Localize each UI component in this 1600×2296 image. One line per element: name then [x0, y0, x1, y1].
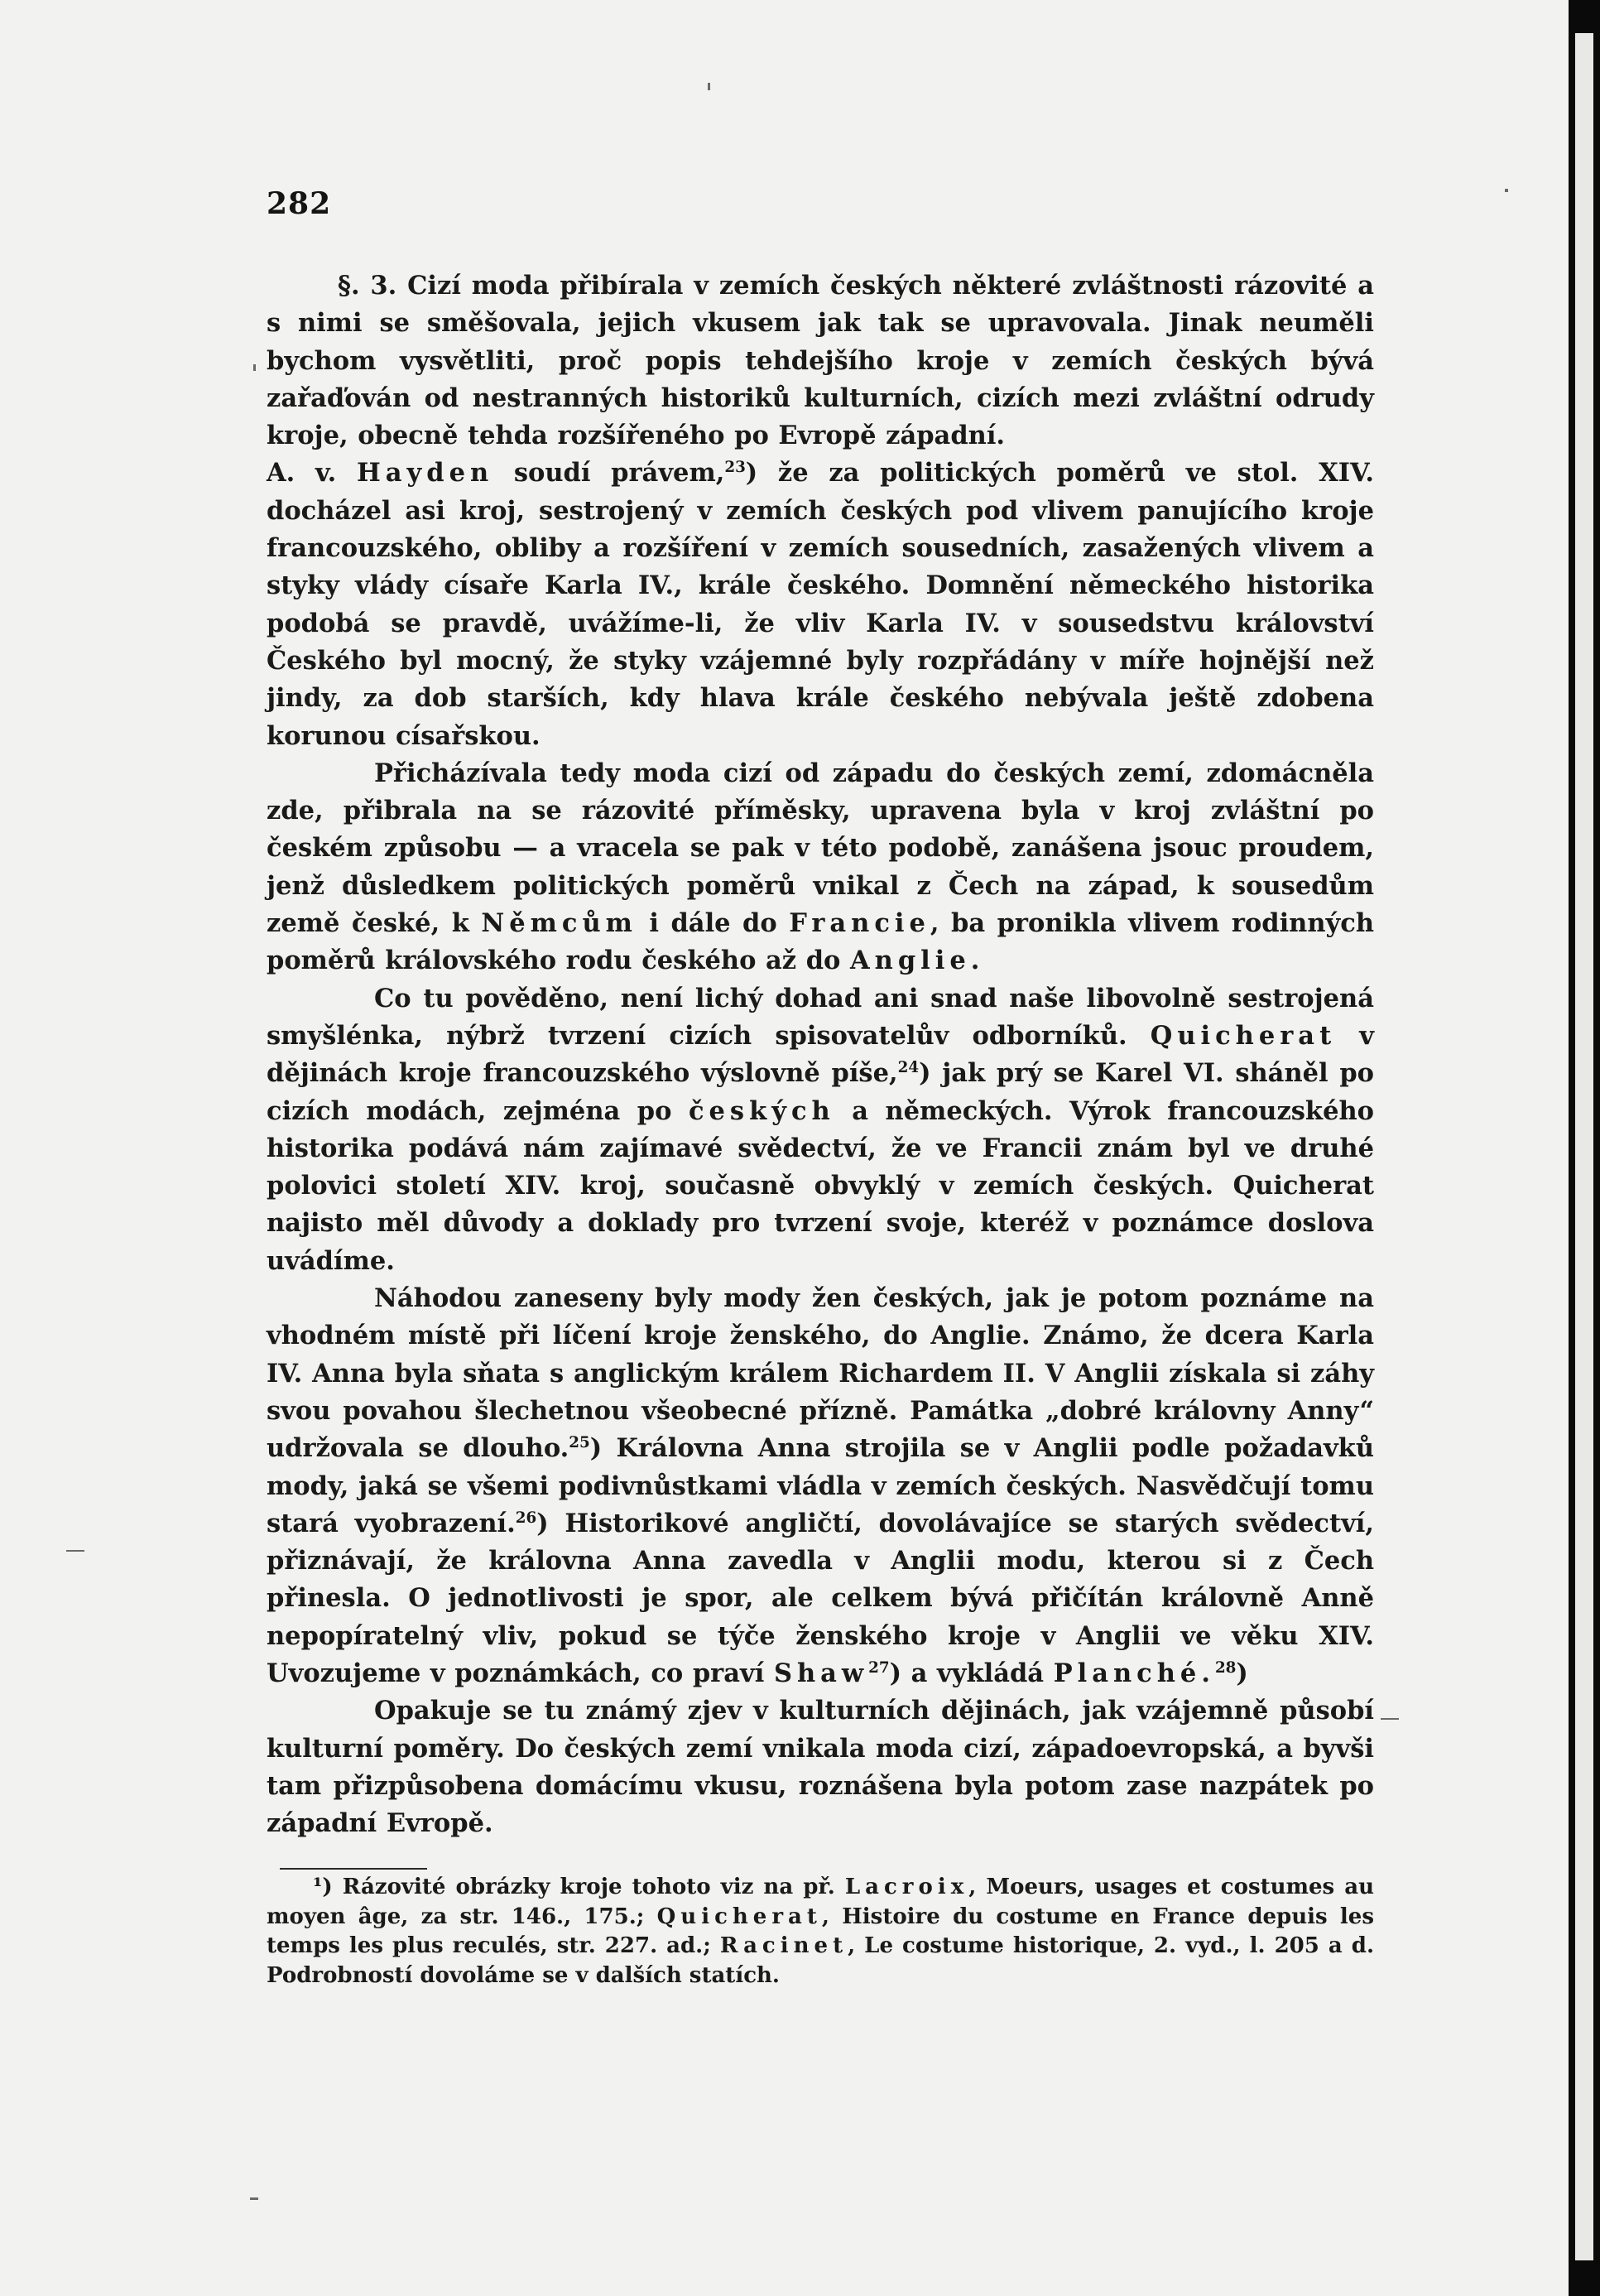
scan-speck	[66, 1550, 84, 1552]
text-run: , ba pronikla vlivem rodinných poměrů královského rodu českého až do	[267, 908, 1375, 976]
footnote-ref: 27	[868, 1659, 890, 1677]
emphasis-ceskych: českých	[688, 1095, 835, 1126]
author-name-quicherat: Quicherat	[656, 1904, 822, 1929]
text-run: i dále do	[637, 908, 790, 939]
author-name-quicherat: Quicherat	[1150, 1020, 1337, 1051]
adjacent-page-edge	[1575, 33, 1593, 2260]
text-run: .	[970, 946, 980, 976]
scan-speck	[1381, 1718, 1399, 1720]
scan-speck	[1505, 189, 1508, 192]
scan-speck	[253, 364, 256, 371]
text-run: A. v.	[267, 458, 357, 489]
page-number: 282	[267, 186, 332, 221]
author-name-racinet: Racinet	[719, 1933, 848, 1958]
author-name-planche: Planché.	[1053, 1658, 1215, 1688]
text-run: ) Historikové angličtí, dovolávajíce se starých svědectví, přiznávají, že královna Anna zavedla v Anglii modu, kterou si z Čech přinesla. O jednotlivosti je spor, ale celkem bývá přičítán královně Anně nepopíratelný vliv, pokud se týče ženského kroje v Anglii ve věku XIV. Uvozujeme v poznámkách, co praví	[267, 1508, 1375, 1688]
body-text	[267, 267, 1374, 1842]
text-run: Co tu pověděno, není lichý dohad ani snad naše libovolně sestrojená smyšlénka, nýbrž tvrzení cizích spisovatelův odborníků.	[267, 983, 1374, 1051]
paragraph-2	[267, 455, 1374, 754]
text-run: , Histoire du costume en France depuis les temps les plus reculés, str. 227. ad.;	[267, 1904, 1374, 1958]
footnote-ref: 26	[515, 1509, 537, 1527]
footnote-ref: 28	[1214, 1659, 1237, 1677]
footnote-1	[267, 1873, 1374, 1990]
emphasis-anglie: Anglie	[850, 946, 971, 976]
text-run: ) Královna Anna strojila se v Anglii podle požadavků mody, jaká se všemi podivnůstkami vládla v zemích českých. Nasvědčují tomu stará vyobrazení.	[267, 1433, 1374, 1538]
footnote-ref: 24	[897, 1059, 920, 1077]
paragraph-5	[267, 1280, 1374, 1692]
text-run: , Moeurs, usages et costumes au moyen âge, za str. 146., 175.;	[267, 1875, 1374, 1929]
scan-speck	[708, 83, 710, 90]
text-run: v dějinách kroje francouzského výslovně píše,	[267, 1020, 1375, 1089]
scan-speck	[250, 2197, 258, 2200]
text-run: ) jak prý se Karel VI. sháněl po cizích modách, zejména po	[267, 1058, 1374, 1126]
paragraph-6: Opakuje se tu známý zjev v kulturních dějinách, jak vzájemně působí kulturní poměry. Do českých zemí vnikala moda cizí, západoevropská, a byvši tam přizpůsobena domácímu vkusu, roznášena byla potom zase nazpátek po západní Evropě.	[267, 1696, 1374, 1839]
text-run: )	[1236, 1658, 1248, 1688]
text-run: , Le costume historique, 2. vyd., l. 205 a d. Podrobností dovoláme se v dalších statích.	[267, 1933, 1374, 1988]
text-run: ) že za politických poměrů ve stol. XIV. docházel asi kroj, sestrojený v zemích českých pod vlivem panujícího kroje francouzského, obliby a rozšíření v zemích sousedních, zasažených vlivem a styky vlády císaře Karla IV., krále českého. Domnění německého historika podobá se pravdě, uvážíme-li, že vliv Karla IV. v sousedstvu království Českého byl mocný, že styky vzájemné byly rozpřádány v míře hojnější než jindy, za dob starších, kdy hlava krále českého nebývala ještě zdobena korunou císařskou.	[267, 458, 1374, 751]
paragraph-4	[267, 980, 1374, 1280]
author-name-lacroix: Lacroix	[844, 1875, 969, 1899]
footnote-ref: 25	[569, 1434, 590, 1452]
text-run: Rázovité obrázky kroje tohoto viz na př.	[332, 1875, 845, 1899]
paragraph-3	[267, 755, 1374, 980]
emphasis-francie: Francie	[789, 908, 930, 939]
text-run: Náhodou zaneseny byly mody žen českých, jak je potom poznáme na vhodném místě při líčení kroje ženského, do Anglie. Známo, že dcera Karla IV. Anna byla sňata s anglickým králem Richardem II. V Anglii získala si záhy svou povahou šlechetnou všeobecné přízně. Památka „dobré královny Anny“ udržovala se dlouho.	[267, 1283, 1374, 1464]
emphasis-nemcum: Němcům	[481, 908, 637, 939]
footnotes	[267, 1873, 1374, 1990]
author-name-hayden: Hayden	[356, 458, 494, 489]
footnote-ref: 23	[724, 459, 746, 477]
text-run: Přicházívala tedy moda cizí od západu do českých zemí, zdomácněla zde, přibrala na se rázovité příměsky, upravena byla v kroj zvláštní po českém způsobu — a vracela se pak v této podobě, zanášena jsouc proudem, jenž důsledkem politických poměrů vnikal z Čech na západ, k sousedům země české, k	[267, 758, 1374, 939]
footnote-mark: ¹)	[313, 1875, 333, 1899]
text-run: a německých. Výrok francouzského historika podává nám zajímavé svědectví, že ve Francii znám byl ve druhé polovici století XIV. kroj, současně obvyklý v zemích českých. Quicherat najisto měl důvody a doklady pro tvrzení svoje, kteréž v poznámce doslova uvádíme.	[267, 1095, 1374, 1276]
text-run: ) a vykládá	[889, 1658, 1054, 1688]
author-name-shaw: Shaw	[773, 1658, 869, 1688]
footnote-divider	[280, 1868, 427, 1870]
paragraph-1: §. 3. Cizí moda přibírala v zemích českých některé zvláštnosti rázovité a s nimi se směšovala, jejich vkusem jak tak se upravovala. Jinak neuměli bychom vysvětliti, proč popis tehdejšího kroje v zemích českých bývá zařaďován od nestranných historiků kulturních, cizích mezi zvláštní odrudy kroje, obecně tehda rozšířeného po Evropě západní.	[267, 271, 1374, 451]
text-run: soudí právem,	[493, 458, 725, 489]
